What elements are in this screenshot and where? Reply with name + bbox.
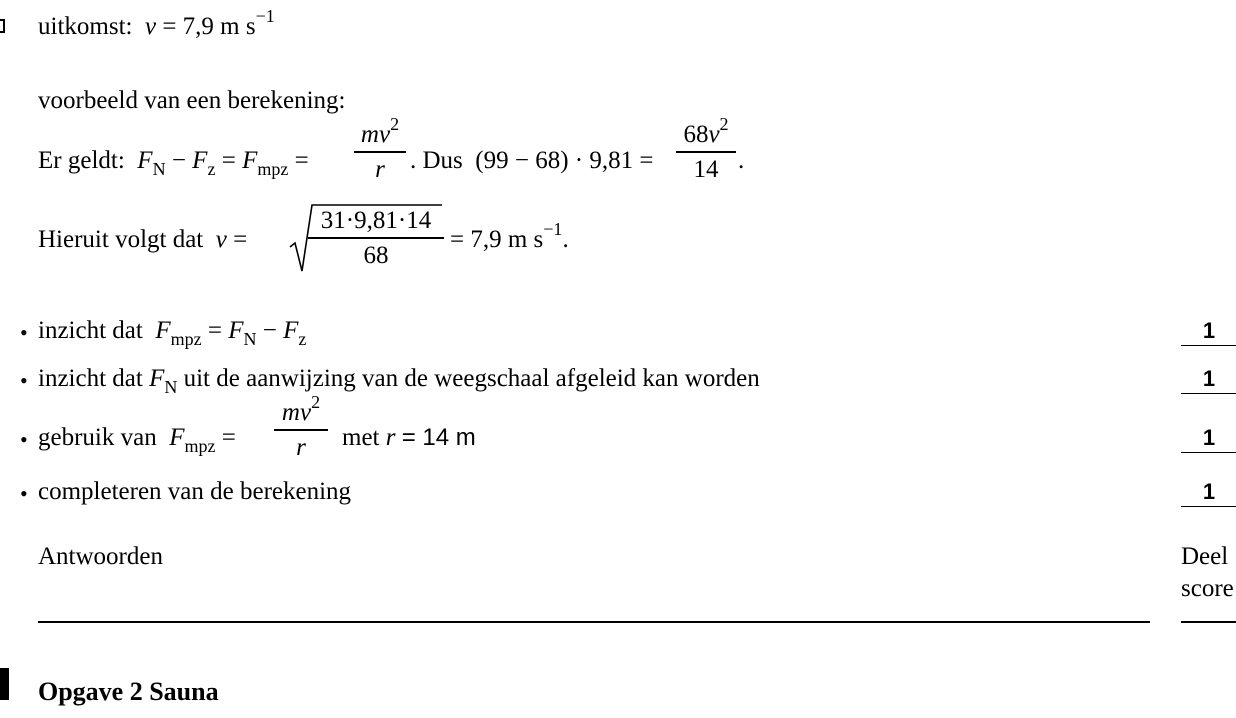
score-divider bbox=[1181, 621, 1236, 623]
root-numerator: 31·9,81·14 bbox=[320, 207, 432, 234]
criterion-2-score: 1 bbox=[1181, 368, 1236, 394]
equals-sign: = bbox=[233, 226, 248, 253]
denominator-r: r bbox=[375, 155, 385, 183]
bullet-icon: • bbox=[20, 427, 28, 452]
answers-divider bbox=[38, 621, 1150, 623]
calc-expression: (99 − 68) · 9,81 = bbox=[475, 147, 654, 174]
outcome-exponent: −1 bbox=[255, 6, 275, 26]
criterion-4: completeren van de berekening bbox=[38, 478, 352, 505]
next-question-title: Opgave 2 Sauna bbox=[38, 677, 219, 706]
score-label-line-2: score bbox=[1181, 575, 1234, 602]
result-exponent: −1 bbox=[543, 219, 563, 239]
section-marker bbox=[0, 668, 9, 700]
exponent-2: 2 bbox=[390, 114, 400, 134]
hieruit-intro: Hieruit volgt dat bbox=[38, 226, 204, 253]
criterion-3-radius: = 14 m bbox=[401, 424, 476, 451]
period: . bbox=[738, 147, 745, 174]
criterion-2-text-b: uit de aanwijzing van de weegschaal afgeleid kan worden bbox=[183, 365, 760, 392]
result-value: = 7,9 m s bbox=[450, 226, 544, 253]
criterion-2-text-a: inzicht dat bbox=[38, 365, 143, 392]
bullet-icon: • bbox=[20, 368, 28, 393]
criterion-3-tail: met r = 14 m bbox=[342, 424, 476, 451]
bullet-icon: • bbox=[20, 481, 28, 506]
force-symbol: F bbox=[192, 147, 208, 174]
dus-calc bbox=[410, 148, 653, 173]
er-geldt-line bbox=[38, 147, 309, 179]
er-geldt-intro: Er geldt: bbox=[38, 147, 125, 174]
outcome-line bbox=[38, 6, 275, 40]
criterion-3: gebruik van $F_{mpz}$ = bbox=[38, 424, 236, 456]
example-heading: voorbeeld van een berekening: bbox=[38, 87, 346, 114]
bullet-icon: • bbox=[20, 320, 28, 345]
numerator-68: 68 bbox=[683, 121, 709, 148]
outcome-value: = 7,9 m s bbox=[162, 13, 256, 40]
denominator-14: 14 bbox=[693, 155, 719, 183]
criterion-1: inzicht dat $F_{mpz} = F_N - F_z$ bbox=[38, 317, 307, 349]
root-denominator: 68 bbox=[363, 241, 389, 269]
force-symbol: F bbox=[242, 147, 258, 174]
criterion-3-text-a: gebruik van bbox=[38, 424, 157, 451]
criterion-4-score: 1 bbox=[1181, 481, 1236, 507]
criterion-1-score: 1 bbox=[1181, 320, 1236, 346]
fraction-mv2-over-r bbox=[354, 114, 406, 183]
criterion-2: inzicht dat $F_N$ uit de aanwijzing van de weegschaal afgeleid kan worden bbox=[38, 365, 760, 397]
criterion-1-text: inzicht dat bbox=[38, 317, 143, 344]
hieruit-result bbox=[450, 219, 569, 253]
answers-label: Antwoorden bbox=[38, 543, 163, 570]
exponent-2: 2 bbox=[719, 114, 729, 134]
equals-sign: = bbox=[294, 147, 309, 174]
criterion-3-score: 1 bbox=[1181, 427, 1236, 453]
subscript-mpz: mpz bbox=[257, 159, 289, 179]
outcome-label: uitkomst: bbox=[38, 13, 133, 40]
checkbox-marker bbox=[0, 19, 5, 33]
criterion-3-text-b: met bbox=[342, 424, 380, 451]
minus-sign: − bbox=[171, 147, 186, 174]
period: . bbox=[562, 226, 569, 253]
dus-text: . Dus bbox=[410, 147, 463, 174]
subscript-n: N bbox=[152, 159, 166, 179]
hieruit-line bbox=[38, 227, 247, 252]
variable-v: v bbox=[215, 226, 227, 253]
equals-sign: = bbox=[221, 147, 236, 174]
fraction-under-root bbox=[308, 208, 444, 268]
score-label-line-1: Deel bbox=[1181, 543, 1229, 570]
fraction-68v2-over-14 bbox=[676, 114, 736, 183]
fraction-mv2-over-r: $mv^2$ r bbox=[274, 400, 328, 460]
numerator-v: v bbox=[708, 121, 720, 148]
subscript-z: z bbox=[207, 159, 216, 179]
numerator-mv: mv bbox=[360, 121, 391, 148]
force-symbol: F bbox=[137, 147, 153, 174]
outcome-variable: v bbox=[144, 13, 157, 40]
